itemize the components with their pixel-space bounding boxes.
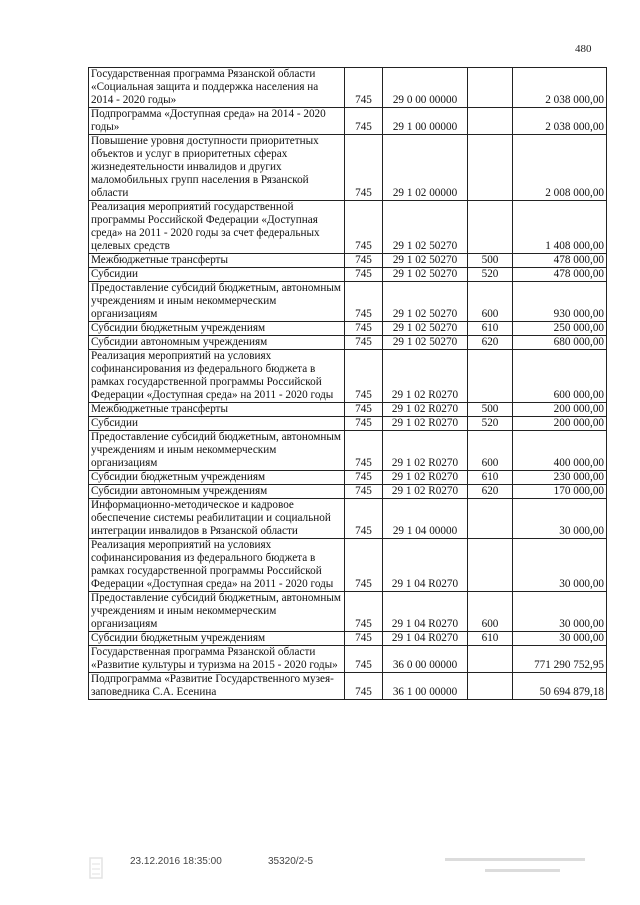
cell-vr xyxy=(468,135,513,201)
cell-min: 745 xyxy=(345,322,383,336)
cell-name: Государственная программа Рязанской области «Развитие культуры и туризма на 2015 - 2020 годы» xyxy=(89,646,345,673)
cell-name: Субсидии xyxy=(89,268,345,282)
cell-sum: 2 038 000,00 xyxy=(513,68,607,108)
cell-min: 745 xyxy=(345,254,383,268)
cell-vr: 600 xyxy=(468,282,513,322)
table-row xyxy=(89,350,607,403)
cell-csr: 29 1 04 R0270 xyxy=(383,632,468,646)
cell-sum: 680 000,00 xyxy=(513,336,607,350)
cell-min: 745 xyxy=(345,336,383,350)
cell-csr: 29 1 02 50270 xyxy=(383,336,468,350)
cell-csr: 29 0 00 00000 xyxy=(383,68,468,108)
cell-csr: 29 1 02 R0270 xyxy=(383,403,468,417)
cell-vr: 520 xyxy=(468,417,513,431)
table-row xyxy=(89,336,607,350)
cell-min: 745 xyxy=(345,268,383,282)
cell-min: 745 xyxy=(345,282,383,322)
cell-vr: 500 xyxy=(468,403,513,417)
cell-vr: 520 xyxy=(468,268,513,282)
cell-csr: 29 1 02 R0270 xyxy=(383,485,468,499)
cell-name: Реализация мероприятий государственной программы Российской Федерации «Доступная среда» на 2011 - 2020 годы за счет федеральных целевых средств xyxy=(89,201,345,254)
cell-sum: 170 000,00 xyxy=(513,485,607,499)
cell-min: 745 xyxy=(345,632,383,646)
cell-vr xyxy=(468,673,513,700)
cell-min: 745 xyxy=(345,417,383,431)
table-row xyxy=(89,539,607,592)
cell-name: Межбюджетные трансферты xyxy=(89,403,345,417)
cell-name: Государственная программа Рязанской области «Социальная защита и поддержка населения на 2014 - 2020 годы» xyxy=(89,68,345,108)
cell-name: Субсидии автономным учреждениям xyxy=(89,485,345,499)
cell-csr: 29 1 04 00000 xyxy=(383,499,468,539)
cell-sum: 30 000,00 xyxy=(513,539,607,592)
cell-sum: 2 038 000,00 xyxy=(513,108,607,135)
cell-csr: 29 1 04 R0270 xyxy=(383,592,468,632)
table-row xyxy=(89,431,607,471)
cell-vr: 600 xyxy=(468,592,513,632)
cell-min: 745 xyxy=(345,403,383,417)
cell-vr xyxy=(468,646,513,673)
cell-min: 745 xyxy=(345,485,383,499)
table-row xyxy=(89,485,607,499)
cell-vr xyxy=(468,350,513,403)
cell-vr: 620 xyxy=(468,336,513,350)
cell-csr: 29 1 02 50270 xyxy=(383,254,468,268)
footer-document-code: 35320/2-5 xyxy=(268,856,314,867)
stamp-mark-icon xyxy=(88,856,104,880)
cell-csr: 29 1 04 R0270 xyxy=(383,539,468,592)
cell-vr: 600 xyxy=(468,431,513,471)
cell-sum: 600 000,00 xyxy=(513,350,607,403)
cell-name: Подпрограмма «Доступная среда» на 2014 - 2020 годы» xyxy=(89,108,345,135)
cell-vr: 610 xyxy=(468,632,513,646)
cell-csr: 29 1 02 R0270 xyxy=(383,350,468,403)
cell-vr xyxy=(468,68,513,108)
table-row xyxy=(89,282,607,322)
cell-vr: 610 xyxy=(468,322,513,336)
table-row xyxy=(89,417,607,431)
cell-min: 745 xyxy=(345,431,383,471)
table-row xyxy=(89,403,607,417)
cell-vr: 610 xyxy=(468,471,513,485)
cell-min: 745 xyxy=(345,201,383,254)
cell-name: Субсидии автономным учреждениям xyxy=(89,336,345,350)
cell-min: 745 xyxy=(345,592,383,632)
cell-sum: 30 000,00 xyxy=(513,632,607,646)
cell-csr: 36 0 00 00000 xyxy=(383,646,468,673)
table-row xyxy=(89,254,607,268)
cell-sum: 250 000,00 xyxy=(513,322,607,336)
table-row xyxy=(89,322,607,336)
cell-csr: 29 1 02 00000 xyxy=(383,135,468,201)
cell-sum: 930 000,00 xyxy=(513,282,607,322)
cell-name: Информационно-методическое и кадровое обеспечение системы реабилитации и социальной интеграции инвалидов в Рязанской области xyxy=(89,499,345,539)
cell-sum: 200 000,00 xyxy=(513,417,607,431)
cell-sum: 478 000,00 xyxy=(513,254,607,268)
cell-csr: 29 1 02 50270 xyxy=(383,322,468,336)
footer-datetime: 23.12.2016 18:35:00 xyxy=(130,856,222,867)
cell-vr xyxy=(468,499,513,539)
budget-table-body xyxy=(89,68,607,700)
cell-csr: 29 1 02 50270 xyxy=(383,201,468,254)
cell-sum: 30 000,00 xyxy=(513,499,607,539)
cell-min: 745 xyxy=(345,108,383,135)
cell-name: Субсидии бюджетным учреждениям xyxy=(89,322,345,336)
cell-csr: 29 1 02 R0270 xyxy=(383,431,468,471)
cell-sum: 200 000,00 xyxy=(513,403,607,417)
table-row xyxy=(89,108,607,135)
cell-sum: 50 694 879,18 xyxy=(513,673,607,700)
cell-csr: 29 1 02 R0270 xyxy=(383,417,468,431)
cell-vr: 620 xyxy=(468,485,513,499)
faded-stamp-icon xyxy=(445,855,595,881)
cell-min: 745 xyxy=(345,673,383,700)
cell-csr: 29 1 02 50270 xyxy=(383,268,468,282)
table-row xyxy=(89,268,607,282)
cell-name: Субсидии бюджетным учреждениям xyxy=(89,632,345,646)
cell-vr: 500 xyxy=(468,254,513,268)
cell-csr: 29 1 02 R0270 xyxy=(383,471,468,485)
cell-csr: 29 1 00 00000 xyxy=(383,108,468,135)
table-row xyxy=(89,632,607,646)
cell-min: 745 xyxy=(345,539,383,592)
cell-min: 745 xyxy=(345,471,383,485)
cell-min: 745 xyxy=(345,135,383,201)
cell-sum: 30 000,00 xyxy=(513,592,607,632)
cell-name: Предоставление субсидий бюджетным, автономным учреждениям и иным некоммерческим организациям xyxy=(89,592,345,632)
cell-sum: 2 008 000,00 xyxy=(513,135,607,201)
table-row xyxy=(89,646,607,673)
cell-sum: 400 000,00 xyxy=(513,431,607,471)
cell-name: Предоставление субсидий бюджетным, автономным учреждениям и иным некоммерческим организациям xyxy=(89,282,345,322)
cell-name: Субсидии бюджетным учреждениям xyxy=(89,471,345,485)
cell-name: Предоставление субсидий бюджетным, автономным учреждениям и иным некоммерческим организациям xyxy=(89,431,345,471)
cell-vr xyxy=(468,539,513,592)
budget-table xyxy=(88,67,607,700)
page-number: 480 xyxy=(575,43,592,55)
cell-vr xyxy=(468,201,513,254)
cell-min: 745 xyxy=(345,68,383,108)
cell-name: Повышение уровня доступности приоритетных объектов и услуг в приоритетных сферах жизнедеятельности инвалидов и других маломобильных групп населения в Рязанской области xyxy=(89,135,345,201)
table-row xyxy=(89,499,607,539)
table-row xyxy=(89,135,607,201)
cell-sum: 230 000,00 xyxy=(513,471,607,485)
cell-sum: 478 000,00 xyxy=(513,268,607,282)
cell-csr: 29 1 02 50270 xyxy=(383,282,468,322)
table-row xyxy=(89,592,607,632)
cell-sum: 1 408 000,00 xyxy=(513,201,607,254)
cell-name: Реализация мероприятий на условиях софинансирования из федерального бюджета в рамках государственной программы Российской Федерации «Доступная среда» на 2011 - 2020 годы xyxy=(89,539,345,592)
cell-min: 745 xyxy=(345,499,383,539)
cell-sum: 771 290 752,95 xyxy=(513,646,607,673)
table-row xyxy=(89,471,607,485)
cell-csr: 36 1 00 00000 xyxy=(383,673,468,700)
table-row xyxy=(89,68,607,108)
table-row xyxy=(89,201,607,254)
cell-name: Межбюджетные трансферты xyxy=(89,254,345,268)
cell-name: Субсидии xyxy=(89,417,345,431)
cell-name: Реализация мероприятий на условиях софинансирования из федерального бюджета в рамках государственной программы Российской Федерации «Доступная среда» на 2011 - 2020 годы xyxy=(89,350,345,403)
cell-name: Подпрограмма «Развитие Государственного музея-заповедника С.А. Есенина xyxy=(89,673,345,700)
cell-min: 745 xyxy=(345,350,383,403)
table-row xyxy=(89,673,607,700)
cell-vr xyxy=(468,108,513,135)
cell-min: 745 xyxy=(345,646,383,673)
